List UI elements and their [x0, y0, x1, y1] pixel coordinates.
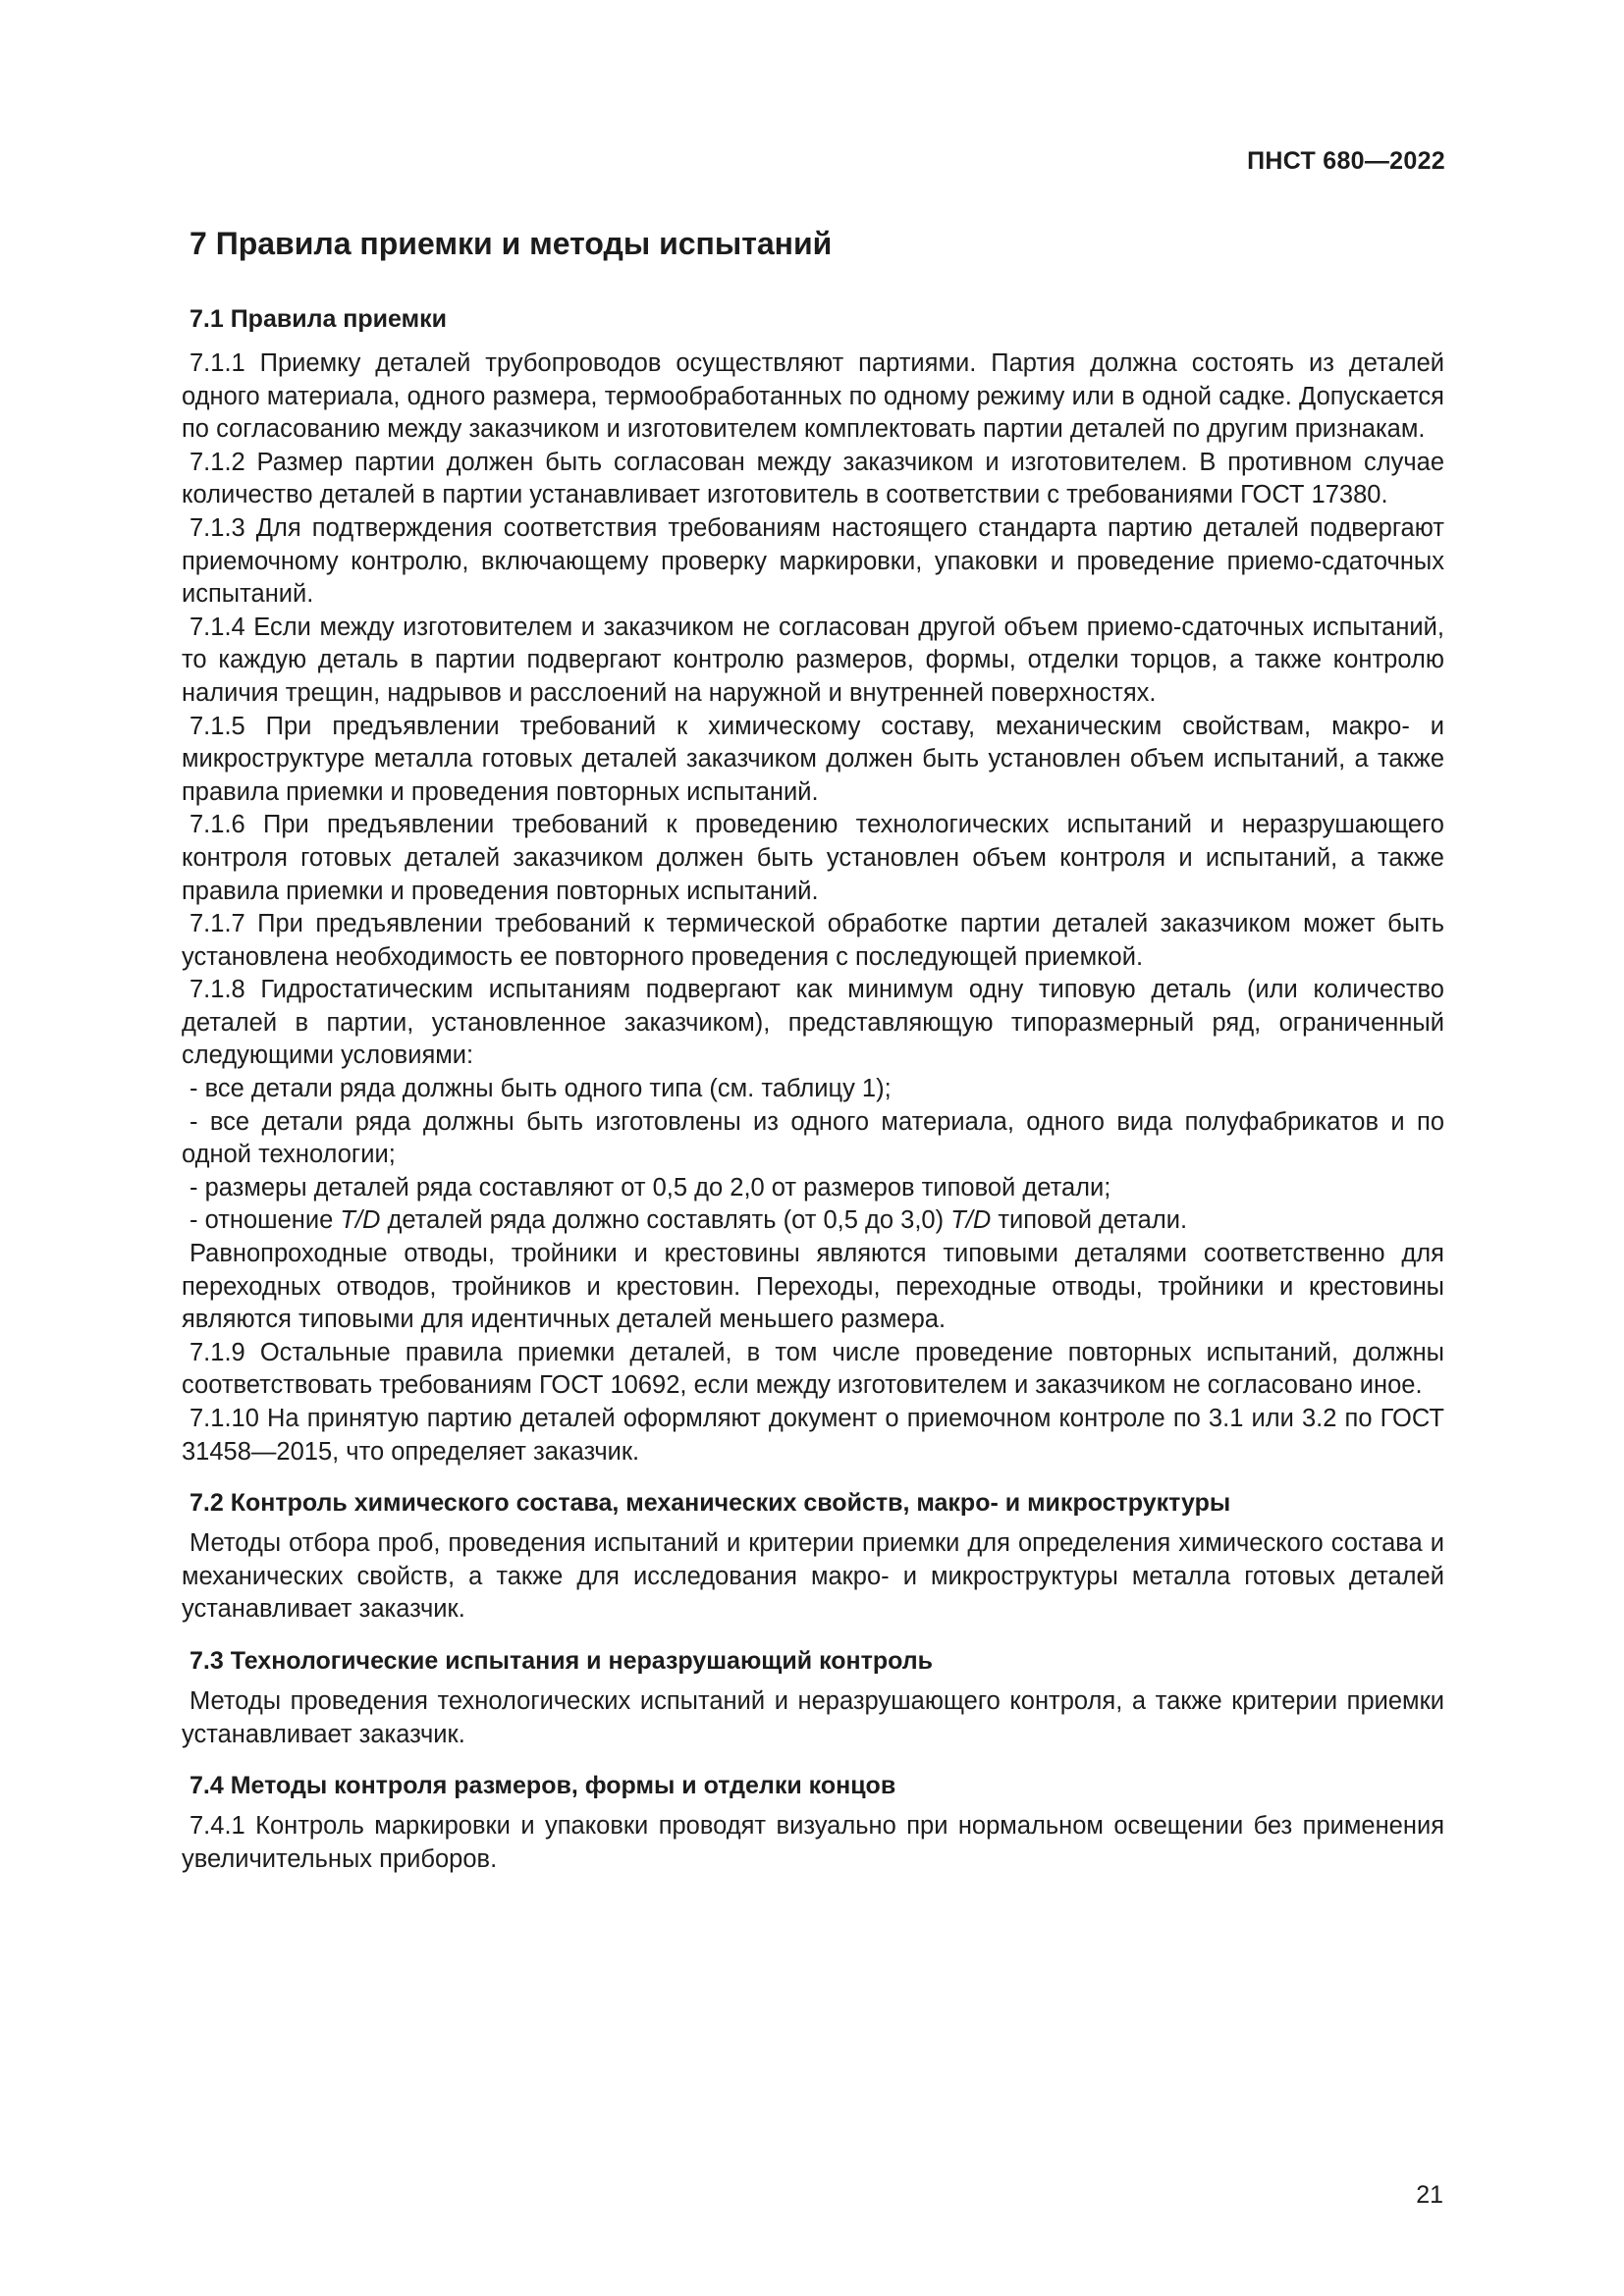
ratio-symbol: T/D	[950, 1206, 992, 1235]
list-item: - все детали ряда должны быть изготовлены из одного материала, одного вида полуфабрикатов и по одной технологии;	[182, 1107, 1444, 1169]
ratio-symbol: T/D	[340, 1206, 381, 1235]
paragraph-7-1-7: 7.1.7 При предъявлении требований к термической обработке партии деталей заказчиком может быть установлена необходимость ее повторного проведения с последующей приемкой.	[182, 910, 1444, 971]
list-item-suffix: типовой детали.	[991, 1206, 1188, 1235]
paragraph-7-1-10: 7.1.10 На принятую партию деталей оформляют документ о приемочном контроле по 3.1 или 3.2 по ГОСТ 31458—2015, что определяет заказчик.	[182, 1405, 1444, 1466]
paragraph-7-1-8: 7.1.8 Гидростатическим испытаниям подвергают как минимум одну типовую деталь (или количество деталей в партии, установленное заказчиком), представляющую типоразмерный ряд, ограниченный следующими условиями:	[182, 976, 1444, 1070]
subsection-title-7-2: 7.2 Контроль химического состава, механических свойств, макро- и микроструктуры	[189, 1489, 1231, 1518]
list-item-prefix: - отношение	[189, 1206, 341, 1235]
section-title: 7 Правила приемки и методы испытаний	[189, 226, 833, 261]
paragraph-7-1-3: 7.1.3 Для подтверждения соответствия требованиям настоящего стандарта партию деталей подвергают приемочному контролю, включающему проверку маркировки, упаковки и проведение приемо-сдаточных испытаний.	[182, 513, 1444, 609]
paragraph-typical-parts: Равнопроходные отводы, тройники и крестовины являются типовыми деталями соответственно для переходных отводов, тройников и крестовин. Переходы, переходные отводы, тройники и крестовины являются типовыми для идентичных деталей меньшего размера.	[182, 1240, 1444, 1334]
paragraph-7-1-4: 7.1.4 Если между изготовителем и заказчиком не согласован другой объем приемо-сдаточных испытаний, то каждую деталь в партии подвергают контролю размеров, формы, отделки торцов, а также контролю наличия трещин, надрывов и расслоений на наружной и внутренней поверхностях.	[182, 613, 1444, 707]
paragraph-7-3: Методы проведения технологических испытаний и неразрушающего контроля, а также критерии приемки устанавливает заказчик.	[182, 1686, 1444, 1748]
paragraph-7-1-1: 7.1.1 Приемку деталей трубопроводов осуществляют партиями. Партия должна состоять из деталей одного материала, одного размера, термообработанных по одному режиму или в одной садке. Допускается по согласованию между заказчиком и изготовителем комплектовать партии деталей по другим признакам.	[182, 349, 1444, 444]
paragraph-7-1-6: 7.1.6 При предъявлении требований к проведению технологических испытаний и неразрушающего контроля готовых деталей заказчиком должен быть установлен объем контроля и испытаний, а также правила приемки и проведения повторных испытаний.	[182, 811, 1444, 905]
subsection-title-7-1: 7.1 Правила приемки	[189, 305, 447, 333]
subsection-title-7-3: 7.3 Технологические испытания и неразрушающий контроль	[189, 1646, 934, 1675]
subsection-title-7-4: 7.4 Методы контроля размеров, формы и отделки концов	[189, 1772, 896, 1800]
list-item-ratio	[182, 1204, 1444, 1238]
page-number: 21	[1416, 2181, 1443, 2209]
paragraph-7-2: Методы отбора проб, проведения испытаний и критерии приемки для определения химического состава и механических свойств, а также для исследования макро- и микроструктуры металла готовых деталей устанавливает заказчик.	[182, 1529, 1444, 1624]
paragraph-7-1-9: 7.1.9 Остальные правила приемки деталей, в том числе проведение повторных испытаний, должны соответствовать требованиям ГОСТ 10692, если между изготовителем и заказчиком не согласовано иное.	[182, 1338, 1444, 1400]
paragraph-7-1-5: 7.1.5 При предъявлении требований к химическому составу, механическим свойствам, макро- и микроструктуре металла готовых деталей заказчиком должен быть установлен объем испытаний, а также правила приемки и проведения повторных испытаний.	[182, 712, 1444, 806]
paragraph-7-1-2: 7.1.2 Размер партии должен быть согласован между заказчиком и изготовителем. В противном случае количество деталей в партии устанавливает изготовитель в соответствии с требованиями ГОСТ 17380.	[182, 448, 1444, 509]
list-item: - все детали ряда должны быть одного типа (см. таблицу 1);	[189, 1075, 892, 1103]
list-item-middle: деталей ряда должно составлять (от 0,5 до 3,0)	[380, 1206, 951, 1235]
list-item: - размеры деталей ряда составляют от 0,5 до 2,0 от размеров типовой детали;	[189, 1173, 1111, 1201]
document-code: ПНСТ 680—2022	[1247, 147, 1445, 175]
paragraph-7-4-1: 7.4.1 Контроль маркировки и упаковки проводят визуально при нормальном освещении без применения увеличительных приборов.	[182, 1812, 1444, 1873]
page-content	[182, 224, 1444, 1876]
